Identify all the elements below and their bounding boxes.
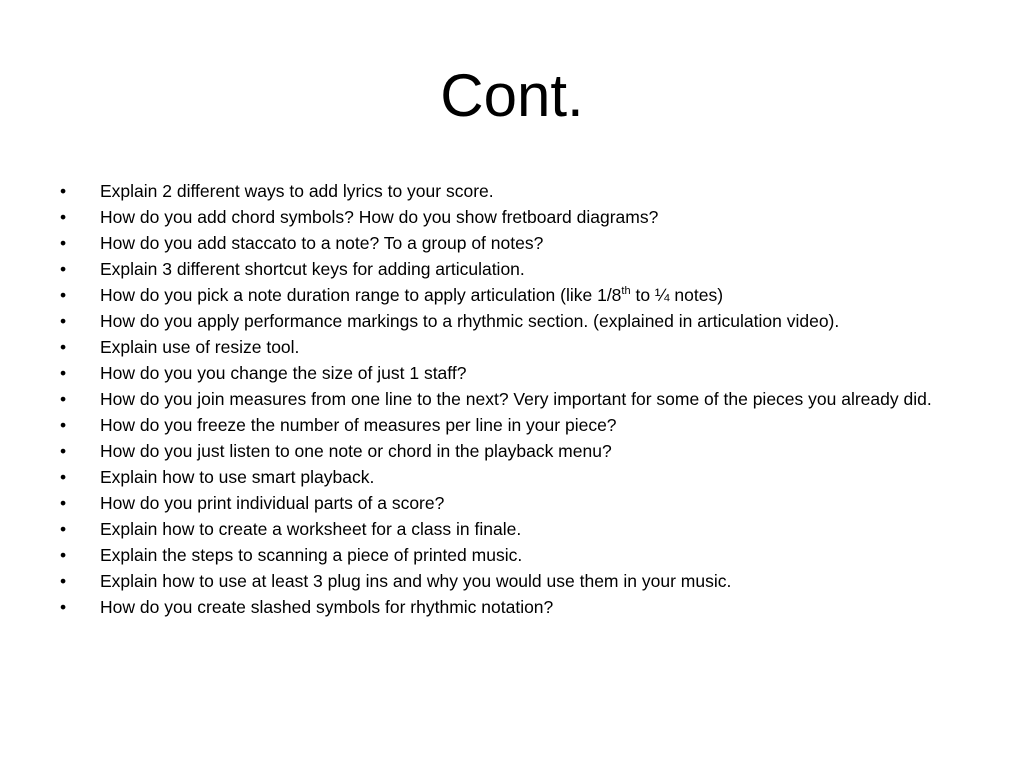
bullet-glyph: •	[60, 181, 67, 201]
list-item-text: Explain 3 different shortcut keys for adding articulation.	[100, 259, 525, 279]
list-item	[60, 285, 960, 306]
list-item	[60, 259, 960, 280]
list-item-text: Explain how to use at least 3 plug ins and why you would use them in your music.	[100, 571, 732, 591]
list-item	[60, 389, 960, 410]
list-item-text: How do you you change the size of just 1 staff?	[100, 363, 467, 383]
list-item-text-before: How do you pick a note duration range to apply articulation (like 1/8	[100, 285, 622, 305]
bullet-glyph: •	[60, 519, 67, 539]
list-item	[60, 571, 960, 592]
list-item-text: How do you print individual parts of a score?	[100, 493, 445, 513]
bullet-glyph: •	[60, 337, 67, 357]
bullet-glyph: •	[60, 389, 67, 409]
bullet-glyph: •	[60, 363, 67, 383]
list-item	[60, 337, 960, 358]
slide-title: Cont.	[440, 62, 584, 129]
list-item	[60, 207, 960, 228]
bullet-glyph: •	[60, 493, 67, 513]
list-item-text: Explain how to create a worksheet for a class in finale.	[100, 519, 522, 539]
bullet-glyph: •	[60, 259, 67, 279]
bullet-glyph: •	[60, 311, 67, 331]
bullet-glyph: •	[60, 233, 67, 253]
list-item-text: How do you add chord symbols? How do you show fretboard diagrams?	[100, 207, 659, 227]
superscript: th	[621, 285, 631, 298]
list-item	[60, 441, 960, 462]
bullet-list	[60, 181, 960, 623]
list-item-text: Explain how to use smart playback.	[100, 467, 375, 487]
list-item	[60, 493, 960, 514]
bullet-glyph: •	[60, 545, 67, 565]
list-item-text: How do you apply performance markings to a rhythmic section. (explained in articulation video).	[100, 311, 840, 331]
list-item	[60, 311, 960, 332]
bullet-glyph: •	[60, 441, 67, 461]
bullet-glyph: •	[60, 207, 67, 227]
list-item	[60, 597, 960, 618]
list-item-text: How do you create slashed symbols for rhythmic notation?	[100, 597, 554, 617]
list-item-text: How do you add staccato to a note? To a group of notes?	[100, 233, 544, 253]
list-item-text: Explain use of resize tool.	[100, 337, 300, 357]
bullet-glyph: •	[60, 571, 67, 591]
list-item-text: How do you join measures from one line to the next? Very important for some of the pieces you already did.	[100, 389, 932, 409]
list-item-text: How do you freeze the number of measures per line in your piece?	[100, 415, 617, 435]
list-item	[60, 363, 960, 384]
bullet-glyph: •	[60, 597, 67, 617]
list-item	[60, 415, 960, 436]
bullet-glyph: •	[60, 415, 67, 435]
bullet-glyph: •	[60, 285, 67, 305]
list-item-text: Explain the steps to scanning a piece of printed music.	[100, 545, 523, 565]
list-item	[60, 519, 960, 540]
list-item	[60, 545, 960, 566]
list-item	[60, 181, 960, 202]
list-item-text: Explain 2 different ways to add lyrics to your score.	[100, 181, 494, 201]
list-item-text-after: to ¼ notes)	[630, 285, 724, 305]
bullet-glyph: •	[60, 467, 67, 487]
list-item-text: How do you just listen to one note or chord in the playback menu?	[100, 441, 612, 461]
list-item	[60, 467, 960, 488]
list-item	[60, 233, 960, 254]
